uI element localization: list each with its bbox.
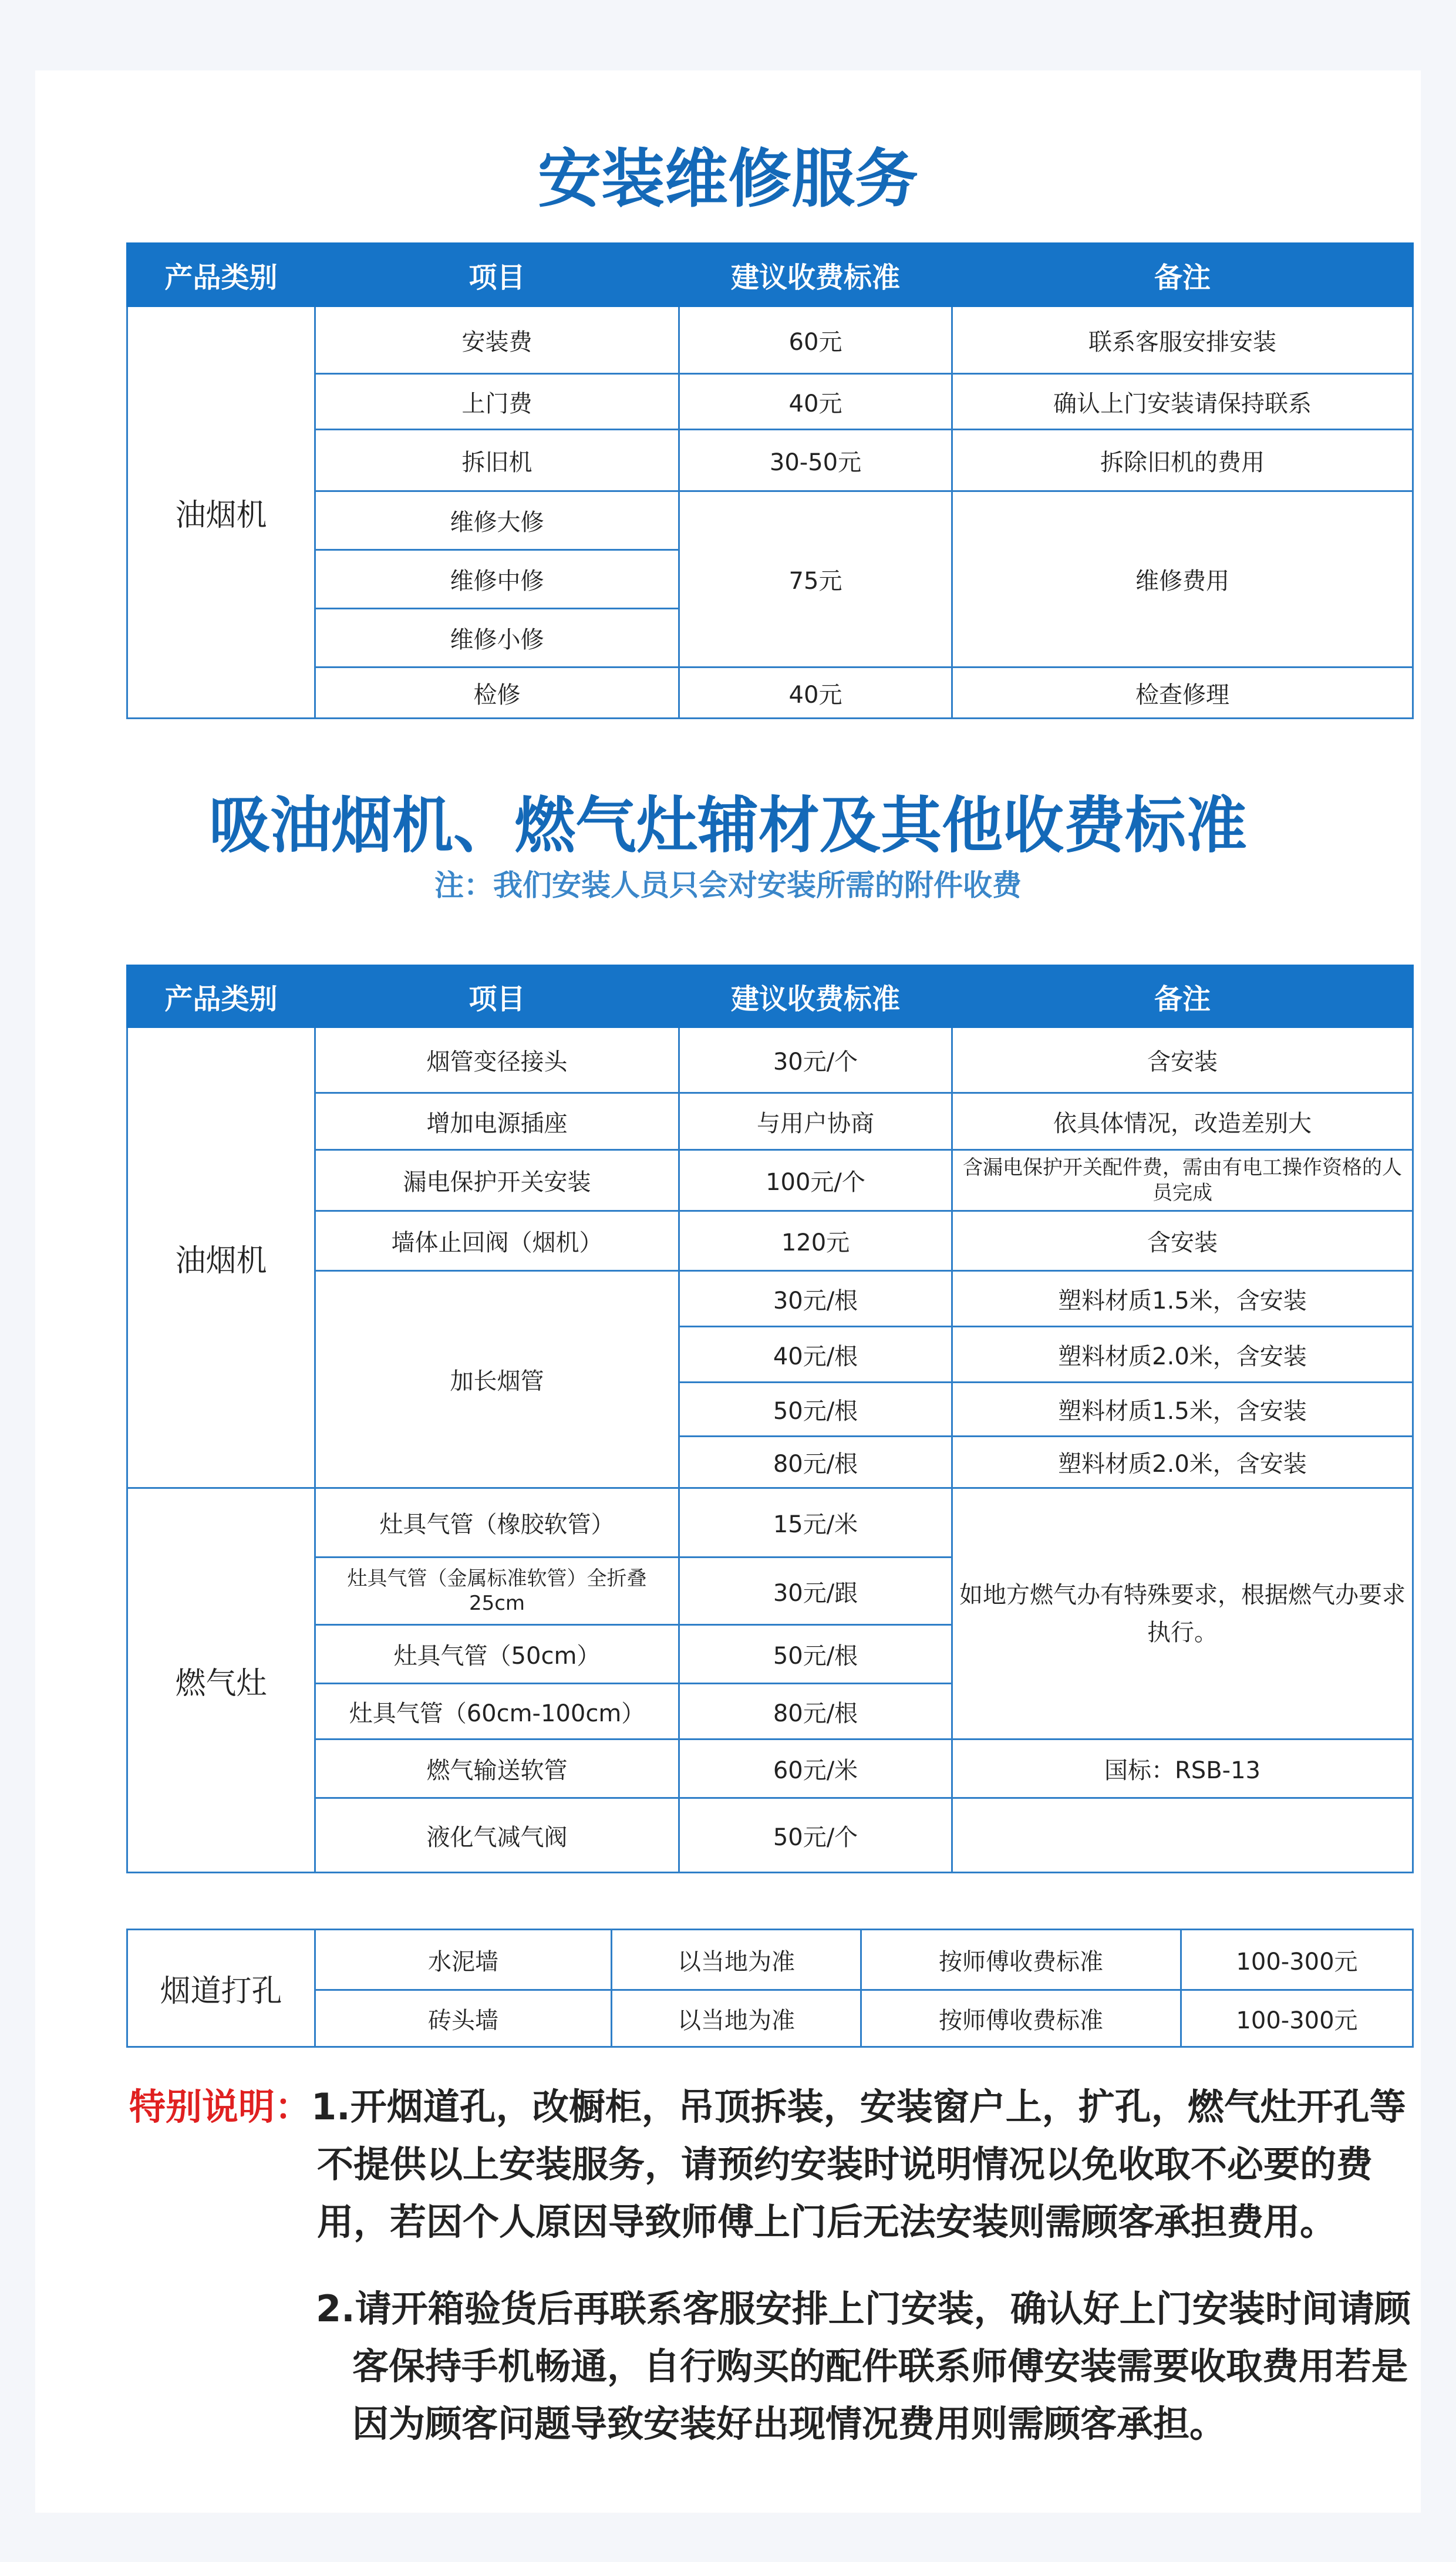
item-cell: 烟管变径接头 <box>315 1027 679 1093</box>
section2-note: 注：我们安装人员只会对安装所需的附件收费 <box>434 868 1022 902</box>
remark-cell <box>952 1798 1413 1873</box>
remark-cell: 依具体情况，改造差别大 <box>952 1093 1413 1150</box>
price-cell: 50元/根 <box>679 1625 952 1684</box>
price-cell: 50元/根 <box>679 1383 952 1437</box>
note1-line3: 用，若因个人原因导致师傅上门后无法安装则需顾客承担费用。 <box>317 2200 1337 2243</box>
remark-cell: 检查修理 <box>952 668 1413 719</box>
item-cell: 拆旧机 <box>315 430 679 491</box>
category-cell-stove: 燃气灶 <box>127 1488 315 1873</box>
wall-cell: 水泥墙 <box>315 1930 612 1990</box>
price-cell: 120元 <box>679 1211 952 1271</box>
header-remark: 备注 <box>952 966 1413 1027</box>
header-item: 项目 <box>315 966 679 1027</box>
remark-cell: 塑料材质2.0米，含安装 <box>952 1437 1413 1488</box>
item-cell: 灶具气管（50cm） <box>315 1625 679 1684</box>
price-cell: 50元/个 <box>679 1798 952 1873</box>
category-cell-flue: 烟道打孔 <box>127 1930 315 2047</box>
remark-cell: 塑料材质1.5米，含安装 <box>952 1383 1413 1437</box>
header-category: 产品类别 <box>127 244 315 306</box>
basis-cell: 以当地为准 <box>612 1930 861 1990</box>
header-category: 产品类别 <box>127 966 315 1027</box>
item-cell: 增加电源插座 <box>315 1093 679 1150</box>
item-cell: 灶具气管（金属标准软管）全折叠25cm <box>315 1558 679 1625</box>
remark-cell: 拆除旧机的费用 <box>952 430 1413 491</box>
price-cell: 40元/根 <box>679 1327 952 1383</box>
header-price: 建议收费标准 <box>679 244 952 306</box>
remark-cell: 含漏电保护开关配件费，需由有电工操作资格的人员完成 <box>952 1150 1413 1211</box>
basis-cell: 以当地为准 <box>612 1990 861 2047</box>
item-cell: 液化气减气阀 <box>315 1798 679 1873</box>
section1-title: 安装维修服务 <box>537 143 918 216</box>
remark-cell: 确认上门安装请保持联系 <box>952 374 1413 430</box>
price-cell: 60元/米 <box>679 1740 952 1798</box>
flue-drilling-table <box>126 1929 1414 2048</box>
item-cell: 燃气输送软管 <box>315 1740 679 1798</box>
category-cell: 油烟机 <box>127 306 315 719</box>
price-cell: 100-300元 <box>1181 1990 1413 2047</box>
note1-line2: 不提供以上安装服务，请预约安装时说明情况以免收取不必要的费 <box>317 2143 1373 2186</box>
install-repair-table <box>126 242 1414 719</box>
header-price: 建议收费标准 <box>679 966 952 1027</box>
remark-cell: 塑料材质2.0米，含安装 <box>952 1327 1413 1383</box>
remark-cell: 塑料材质1.5米，含安装 <box>952 1271 1413 1327</box>
price-cell: 80元/根 <box>679 1437 952 1488</box>
standard-cell: 按师傅收费标准 <box>861 1930 1181 1990</box>
merged-remark-cell: 如地方燃气办有特殊要求，根据燃气办要求执行。 <box>952 1488 1413 1740</box>
accessories-fee-table <box>126 965 1414 1873</box>
repair-price-cell: 75元 <box>679 491 952 668</box>
item-cell: 维修中修 <box>315 550 679 609</box>
item-cell: 上门费 <box>315 374 679 430</box>
header-item: 项目 <box>315 244 679 306</box>
price-cell: 40元 <box>679 374 952 430</box>
special-note-1 <box>129 2078 1433 2136</box>
item-cell: 灶具气管（橡胶软管） <box>315 1488 679 1558</box>
repair-remark-cell: 维修费用 <box>952 491 1413 668</box>
price-cell: 60元 <box>679 306 952 374</box>
remark-cell: 联系客服安排安装 <box>952 306 1413 374</box>
item-cell: 墙体止回阀（烟机） <box>315 1211 679 1271</box>
price-cell: 与用户协商 <box>679 1093 952 1150</box>
item-cell: 检修 <box>315 668 679 719</box>
price-cell: 30元/根 <box>679 1271 952 1327</box>
wall-cell: 砖头墙 <box>315 1990 612 2047</box>
item-cell: 维修大修 <box>315 491 679 550</box>
remark-cell: 含安装 <box>952 1027 1413 1093</box>
extension-pipe-cell: 加长烟管 <box>315 1271 679 1488</box>
price-cell: 100-300元 <box>1181 1930 1413 1990</box>
item-cell: 漏电保护开关安装 <box>315 1150 679 1211</box>
special-notes <box>129 2078 1433 2453</box>
price-cell: 30元/跟 <box>679 1558 952 1625</box>
section2-title: 吸油烟机、燃气灶辅材及其他收费标准 <box>208 790 1247 861</box>
price-cell: 100元/个 <box>679 1150 952 1211</box>
note2-line1: 2.请开箱验货后再联系客服安排上门安装，确认好上门安装时间请顾 <box>316 2287 1411 2330</box>
price-cell: 30元/个 <box>679 1027 952 1093</box>
standard-cell: 按师傅收费标准 <box>861 1990 1181 2047</box>
item-cell: 维修小修 <box>315 609 679 668</box>
note2-line3: 因为顾客问题导致安装好出现情况费用则需顾客承担。 <box>352 2402 1226 2445</box>
item-cell: 安装费 <box>315 306 679 374</box>
note2-line2: 客保持手机畅通，自行购买的配件联系师傅安装需要收取费用若是 <box>352 2345 1408 2388</box>
price-cell: 40元 <box>679 668 952 719</box>
price-cell: 80元/根 <box>679 1684 952 1740</box>
price-cell: 30-50元 <box>679 430 952 491</box>
item-cell: 灶具气管（60cm-100cm） <box>315 1684 679 1740</box>
note1-line1: 1.开烟道孔，改橱柜，吊顶拆装，安装窗户上，扩孔，燃气灶开孔等 <box>311 2085 1406 2128</box>
remark-cell: 国标：RSB-13 <box>952 1740 1413 1798</box>
remark-cell: 含安装 <box>952 1211 1413 1271</box>
special-label: 特别说明： <box>129 2085 312 2128</box>
price-cell: 15元/米 <box>679 1488 952 1558</box>
category-cell-hood: 油烟机 <box>127 1027 315 1488</box>
header-remark: 备注 <box>952 244 1413 306</box>
